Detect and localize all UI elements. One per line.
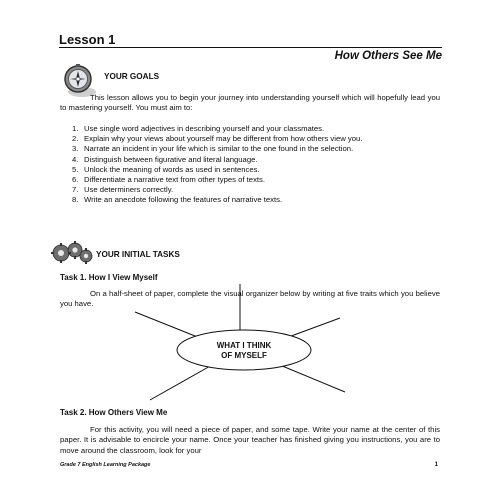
gears-icon bbox=[50, 239, 94, 269]
list-number: 8. bbox=[72, 195, 79, 205]
list-text: Use single word adjectives in describing yourself and your classmates. bbox=[84, 124, 325, 133]
goals-list bbox=[60, 124, 440, 206]
lesson-heading: Lesson 1 bbox=[59, 32, 116, 47]
list-item bbox=[60, 185, 440, 195]
list-item bbox=[60, 195, 440, 205]
footer-label: Grade 7 English Learning Package bbox=[60, 462, 151, 468]
list-text: Unlock the meaning of words as used in sentences. bbox=[84, 164, 260, 174]
goals-intro: This lesson allows you to begin your journey into understanding yourself which will hopefully lead you to mastering yourself. You must aim to: bbox=[60, 93, 440, 113]
task1-heading: Task 1. How I View Myself bbox=[60, 273, 158, 282]
visual-organizer bbox=[120, 278, 380, 418]
list-number: 4. bbox=[72, 154, 79, 164]
page-number: 1 bbox=[434, 462, 438, 468]
list-text: Narrate an incident in your life which is similar to the one found in the selection. bbox=[84, 144, 354, 154]
organizer-center-line1: WHAT I THINK bbox=[216, 341, 272, 350]
list-item bbox=[60, 124, 440, 134]
list-text: Differentiate a narrative text from other types of texts. bbox=[84, 175, 266, 185]
task2-heading: Task 2. How Others View Me bbox=[60, 408, 168, 417]
tasks-heading: YOUR INITIAL TASKS bbox=[96, 250, 180, 259]
list-item bbox=[60, 144, 440, 154]
list-number: 2. bbox=[72, 134, 79, 144]
list-text: Write an anecdote following the features of narrative texts. bbox=[84, 195, 283, 205]
list-item bbox=[60, 165, 440, 175]
task1-text: On a half-sheet of paper, complete the visual organizer below by writing at five traits which you believe you have. bbox=[60, 289, 440, 309]
list-item bbox=[60, 134, 440, 144]
list-item bbox=[60, 155, 440, 165]
lesson-title: How Others See Me bbox=[334, 50, 442, 62]
organizer-center-line2: OF MYSELF bbox=[221, 351, 267, 360]
list-number: 7. bbox=[72, 185, 79, 195]
list-number: 1. bbox=[72, 124, 79, 133]
organizer-spoke bbox=[275, 363, 345, 392]
list-text: Use determiners correctly. bbox=[84, 185, 174, 195]
goals-heading: YOUR GOALS bbox=[104, 72, 160, 81]
list-number: 5. bbox=[72, 164, 79, 174]
organizer-center-oval bbox=[177, 330, 311, 370]
header-rule bbox=[59, 47, 442, 48]
list-number: 6. bbox=[72, 175, 79, 185]
organizer-spoke bbox=[150, 365, 212, 400]
task2-text: For this activity, you will need a piece of paper, and some tape. Write your name at the center of this paper. It is advisable to encircle your name. Once your teacher has finished giving you instructions, you are to move around the classroom, look for your bbox=[60, 425, 440, 455]
list-number: 3. bbox=[72, 144, 79, 154]
list-text: Distinguish between figurative and literal language. bbox=[84, 154, 258, 164]
list-item bbox=[60, 175, 440, 185]
list-text: Explain why your views about yourself may be different from how others view you. bbox=[84, 134, 363, 144]
